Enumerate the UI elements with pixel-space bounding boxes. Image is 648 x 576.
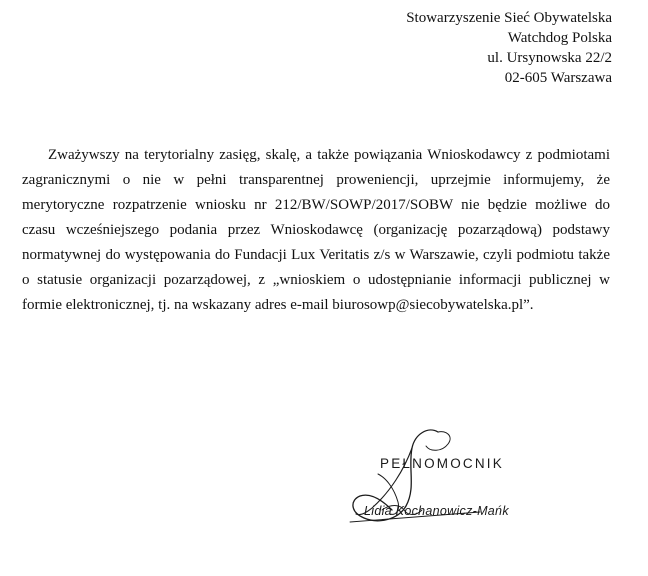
recipient-address xyxy=(406,8,612,88)
signature-stamp xyxy=(320,418,550,528)
stamp-title: PEŁNOMOCNIK xyxy=(380,456,504,471)
recipient-postal-city: 02-605 Warszawa xyxy=(504,70,612,86)
letter-paragraph: Zważywszy na terytorialny zasięg, skalę, a także powiązania Wnioskodawcy z podmiotami zagranicznymi o nie w pełni transparentnej proweniencji, uprzejmie informujemy, że merytoryczne rozpatrzenie wniosku nr 212/BW/SOWP/2017/SOBW nie będzie możliwe do czasu wcześniejszego podania przez Wnioskodawcę (organizację pozarządową) podstawy normatywnej do występowania do Fundacji Lux Veritatis z/s w Warszawie, czyli podmiotu także o statusie organizacji pozarządowej, z „wnioskiem o udostępnianie informacji publicznej w formie elektronicznej, tj. na wskazany adres e-mail biurosowp@siecobywatelska.pl”. xyxy=(22,147,610,313)
stamp-signatory-name: Lidia Kochanowicz-Mańk xyxy=(364,504,509,518)
recipient-street: ul. Ursynowska 22/2 xyxy=(487,50,612,66)
recipient-organization: Stowarzyszenie Sieć Obywatelska xyxy=(406,10,612,26)
recipient-organization-subtitle: Watchdog Polska xyxy=(507,30,612,46)
letter-body xyxy=(22,143,610,318)
